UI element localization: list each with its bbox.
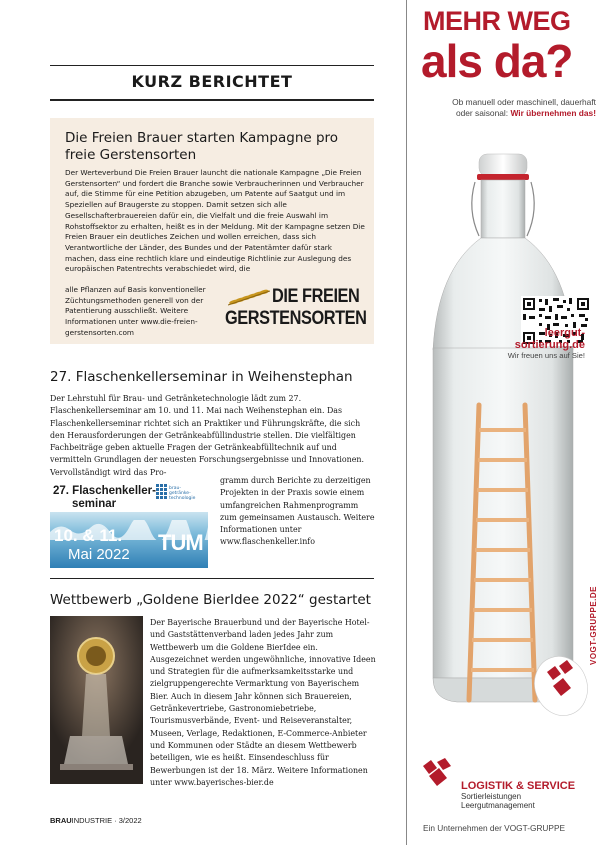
wheat-icon bbox=[228, 289, 270, 307]
ad-headline: MEHR WEG bbox=[423, 6, 571, 36]
logo-subtitle-1: Sortierleistungen bbox=[461, 792, 522, 801]
ad-title-line2: seminar bbox=[72, 498, 117, 510]
article-body: Der Lehrstuhl für Brau- und Getränketechnologie lädt zum 27. Flaschenkellerseminar am 10. und 11. Mai nach Weihenstephan ein. Das Flaschenkellerseminar richtet sich an Praktiker und Führungskräfte, die sich den Herausforderungen der Getränkeabfüllindustrie stellen. Die vielfältigen Fachbeiträge geben aktuelle Fragen der Getränkeabfülltechnik auf und vermitteln Grundlagen der neuesten Forschungsergebnisse und Innovationen. Vervollständigt wird das Pro- bbox=[50, 394, 365, 477]
advertisement bbox=[406, 0, 598, 845]
article-heading: Wettbewerb „Goldene BierIdee 2022“ gestartet bbox=[50, 592, 371, 608]
event-date: 10. & 11. bbox=[54, 526, 123, 545]
logo-title: LOGISTIK & SERVICE bbox=[461, 780, 576, 792]
logo-text-line1: DIE FREIEN bbox=[272, 286, 360, 307]
institute-logo bbox=[156, 482, 206, 506]
footer-brand: BRAU bbox=[50, 816, 72, 825]
section-divider bbox=[50, 578, 374, 579]
bottle-illustration bbox=[407, 140, 598, 740]
trophy-photo bbox=[50, 616, 143, 784]
ad-title-line1: 27. Flaschenkeller- bbox=[53, 485, 156, 497]
page-footer bbox=[50, 816, 142, 825]
logo-text-line2: GERSTENSORTEN bbox=[225, 308, 367, 329]
flaschenkeller-ad bbox=[50, 480, 208, 568]
logo-subtitle-2: Leergutmanagement bbox=[461, 801, 535, 810]
editorial-column bbox=[50, 0, 374, 845]
ad-subline bbox=[421, 97, 596, 119]
qr-url-1: leergut- bbox=[544, 327, 585, 339]
ad-subline-2: oder saisonal: bbox=[455, 108, 511, 118]
qr-url-2: sortierung.de bbox=[514, 339, 585, 351]
vogt-logo-icon bbox=[421, 758, 457, 788]
article-heading: Die Freien Brauer starten Kampagne pro freie Gerstensorten bbox=[65, 130, 339, 163]
ad-footer: Ein Unternehmen der VOGT-GRUPPE bbox=[423, 823, 566, 833]
qr-closing: Wir freuen uns auf Sie! bbox=[507, 351, 585, 360]
svg-text:getränke-: getränke- bbox=[169, 491, 191, 496]
article-freie-brauer bbox=[50, 118, 374, 344]
vertical-url: VOGT-GRUPPE.DE bbox=[589, 585, 598, 665]
title-rule bbox=[50, 99, 374, 101]
logistik-service-logo bbox=[421, 758, 596, 812]
ad-subline-bold: Wir übernehmen das! bbox=[510, 108, 596, 118]
article-body-continued: alle Pflanzen auf Basis konventioneller Züchtungsmethoden generell von der Patentierung ausschließt. Weitere Informationen unter www.die-freien-gerstensorten.com bbox=[65, 285, 206, 337]
ad-headline-large: als da? bbox=[421, 35, 573, 87]
top-rule bbox=[50, 65, 374, 66]
svg-text:technologie: technologie bbox=[169, 496, 196, 501]
article-body: Der Bayerische Brauerbund und der Bayerische Hotel- und Gaststättenverband laden jedes Jahr zum Wettbewerb um die Goldene BierIdee ein. Ausgezeichnet werden ungewöhnliche, innovative Ideen und Strategien für die aufmerksamkeitsstarke und zielgruppengerechte Vermarktung von Bayerischem Bier. Auch in diesem Jahr können sich Brauereien, Getränkevertriebe, Gastronomiebetriebe, Tourismusverbände, Event- und Reiseveranstalter, Museen, Verlage, Redaktionen, E-Commerce-Anbieter und Kommunen oder Städte an diesem Wettbewerb beteiligen, wie es heißt. Einsendeschluss für Bewerbungen ist der 18. März. Weitere Informationen unter www.bayerisches-bier.de bbox=[150, 618, 376, 787]
svg-text:brau-: brau- bbox=[169, 486, 181, 491]
freie-gerstensorten-logo bbox=[225, 286, 367, 334]
tum-logo: TUM bbox=[158, 530, 203, 555]
footer-issue: INDUSTRIE · 3/2022 bbox=[71, 816, 142, 825]
water-photo bbox=[50, 512, 208, 568]
section-title: KURZ BERICHTET bbox=[131, 72, 293, 91]
ad-subline-1: Ob manuell oder maschinell, dauerhaft bbox=[452, 97, 596, 107]
article-body-continued: gramm durch Berichte zu derzeitigen Projekten in der Praxis sowie einem umfangreichen Rahmenprogramm zum gemeinsamen Austausch. Weitere Informationen unter www.flaschenkeller.info bbox=[220, 476, 375, 547]
article-body: Der Werteverbund Die Freien Brauer launcht die nationale Kampagne „Die Freien Gerstensorten“ und fordert die Branche sowie Verbraucherinnen und Verbraucher auf, die Stimme für eine Petition abzugeben, um Patente auf Saatgut und im Speziellen auf Braugerste zu stoppen. Damit setzen sich alle Gesellschafterbrauereien dafür ein, die Vielfalt und die freie Auswahl im Rohstoffsektor zu erhalten, heißt es in der Meldung. Mit der Kampagne setzen Die Freien Brauer ein deutliches Zeichen und wollen erreichen, dass sich Verantwortliche der Länder, des Bundes und der Patentämter dafür stark machen, dass eine rechtlich klare und eindeutige Richtlinie zur Auslegung des europäischen Patentrechts verabschiedet wird, die bbox=[65, 168, 365, 274]
article-heading: 27. Flaschenkellerseminar in Weihenstephan bbox=[50, 369, 353, 385]
qr-url[interactable] bbox=[467, 327, 585, 351]
event-month: Mai 2022 bbox=[68, 546, 130, 563]
